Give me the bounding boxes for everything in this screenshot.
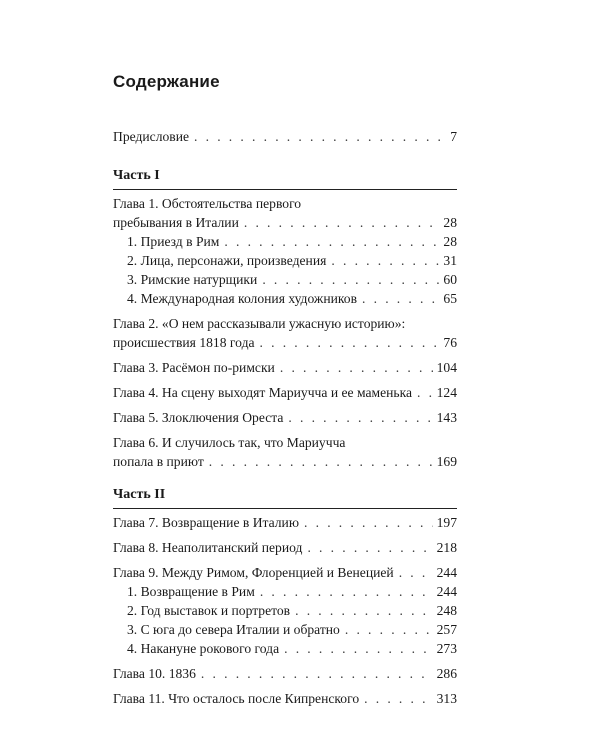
toc-page-number: 197 [436,515,457,530]
toc-entry-label: 2. Год выставок и портретов [127,603,291,618]
toc-entry-label: Глава 4. На сцену выходят Мариучча и ее маменька [113,385,413,400]
toc-page-number: 76 [443,335,457,350]
toc-entry-label: Глава 5. Злоключения Ореста [113,410,284,425]
toc-entry-label-cont: происшествия 1818 года [113,335,255,350]
leader-dots [260,582,433,601]
toc-page-number: 313 [436,691,457,706]
page-title: Содержание [113,72,220,91]
toc-page-number: 257 [436,622,457,637]
toc-entry-label: 1. Приезд в Рим [127,234,220,249]
toc-subentry[interactable] [113,620,457,639]
part-heading-2: Часть II [113,487,166,502]
toc-entry-label: Глава 7. Возвращение в Италию [113,515,299,530]
toc-entry-label: Глава 10. 1836 [113,666,196,681]
toc-subentry[interactable] [113,251,457,270]
toc-entry-label-cont: попала в приют [113,454,204,469]
leader-dots [209,452,433,471]
toc-entry-label: Глава 1. Обстоятельства первого [113,196,302,211]
toc-entry-chapter-2[interactable] [113,314,457,352]
toc-entry-label: Глава 2. «О нем рассказывали ужасную историю»: [113,316,406,331]
leader-dots [224,232,439,251]
leader-dots [307,538,432,557]
part-heading-1: Часть I [113,168,160,183]
toc-page-number: 60 [443,272,457,287]
toc-page-number: 28 [443,234,457,249]
leader-dots [417,383,433,402]
table-of-contents [113,127,457,708]
leader-dots [399,563,433,582]
toc-entry-label: Предисловие [113,129,190,144]
toc-entry-chapter-10[interactable] [113,664,457,683]
leader-dots [331,251,439,270]
toc-entry-label: 3. С юга до севера Италии и обратно [127,622,340,637]
toc-subentry[interactable] [113,289,457,308]
toc-entry-chapter-6[interactable] [113,433,457,471]
toc-subentry[interactable] [113,639,457,658]
toc-page-number: 28 [443,215,457,230]
toc-entry-chapter-11[interactable] [113,689,457,708]
toc-page-number: 31 [443,253,457,268]
toc-entry-chapter-7[interactable] [113,513,457,532]
toc-page-number: 244 [436,565,457,580]
leader-dots [194,127,445,146]
toc-entry-label-cont: пребывания в Италии [113,215,239,230]
toc-entry-chapter-5[interactable] [113,408,457,427]
toc-subentry[interactable] [113,601,457,620]
toc-subentry[interactable] [113,582,457,601]
toc-entry-label: Глава 6. И случилось так, что Мариучча [113,435,346,450]
toc-subentry[interactable] [113,270,457,289]
leader-dots [295,601,433,620]
toc-page-number: 104 [436,360,457,375]
leader-dots [244,213,440,232]
leader-dots [288,408,432,427]
toc-entry-label: 3. Римские натурщики [127,272,258,287]
leader-dots [345,620,433,639]
toc-entry-label: 2. Лица, персонажи, произведения [127,253,327,268]
leader-dots [260,333,440,352]
leader-dots [262,270,439,289]
toc-page-number: 244 [436,584,457,599]
toc-page-number: 7 [450,129,457,144]
toc-entry-label: Глава 3. Расёмон по-римски [113,360,275,375]
toc-page-number: 248 [436,603,457,618]
toc-entry-chapter-1[interactable] [113,194,457,232]
toc-page-number: 124 [436,385,457,400]
toc-page-number: 218 [436,540,457,555]
leader-dots [304,513,433,532]
toc-page-number: 169 [436,454,457,469]
toc-page-number: 143 [436,410,457,425]
toc-entry-label: Глава 11. Что осталось после Кипренского [113,691,360,706]
toc-entry-label: Глава 8. Неаполитанский период [113,540,303,555]
leader-dots [284,639,433,658]
toc-subentry[interactable] [113,232,457,251]
toc-entry-label: Глава 9. Между Римом, Флоренцией и Венецией [113,565,394,580]
leader-dots [362,289,439,308]
part-divider [113,508,457,509]
toc-entry-label: 4. Международная колония художников [127,291,358,306]
leader-dots [280,358,433,377]
part-divider [113,189,457,190]
toc-entry-chapter-4[interactable] [113,383,457,402]
leader-dots [201,664,433,683]
toc-page-number: 273 [436,641,457,656]
toc-page-number: 65 [443,291,457,306]
toc-entry-chapter-8[interactable] [113,538,457,557]
toc-entry-label: 4. Накануне рокового года [127,641,280,656]
toc-page-number: 286 [436,666,457,681]
toc-entry-chapter-9[interactable] [113,563,457,582]
toc-entry-chapter-3[interactable] [113,358,457,377]
leader-dots [364,689,432,708]
toc-entry-label: 1. Возвращение в Рим [127,584,255,599]
toc-entry-preface[interactable] [113,127,457,146]
